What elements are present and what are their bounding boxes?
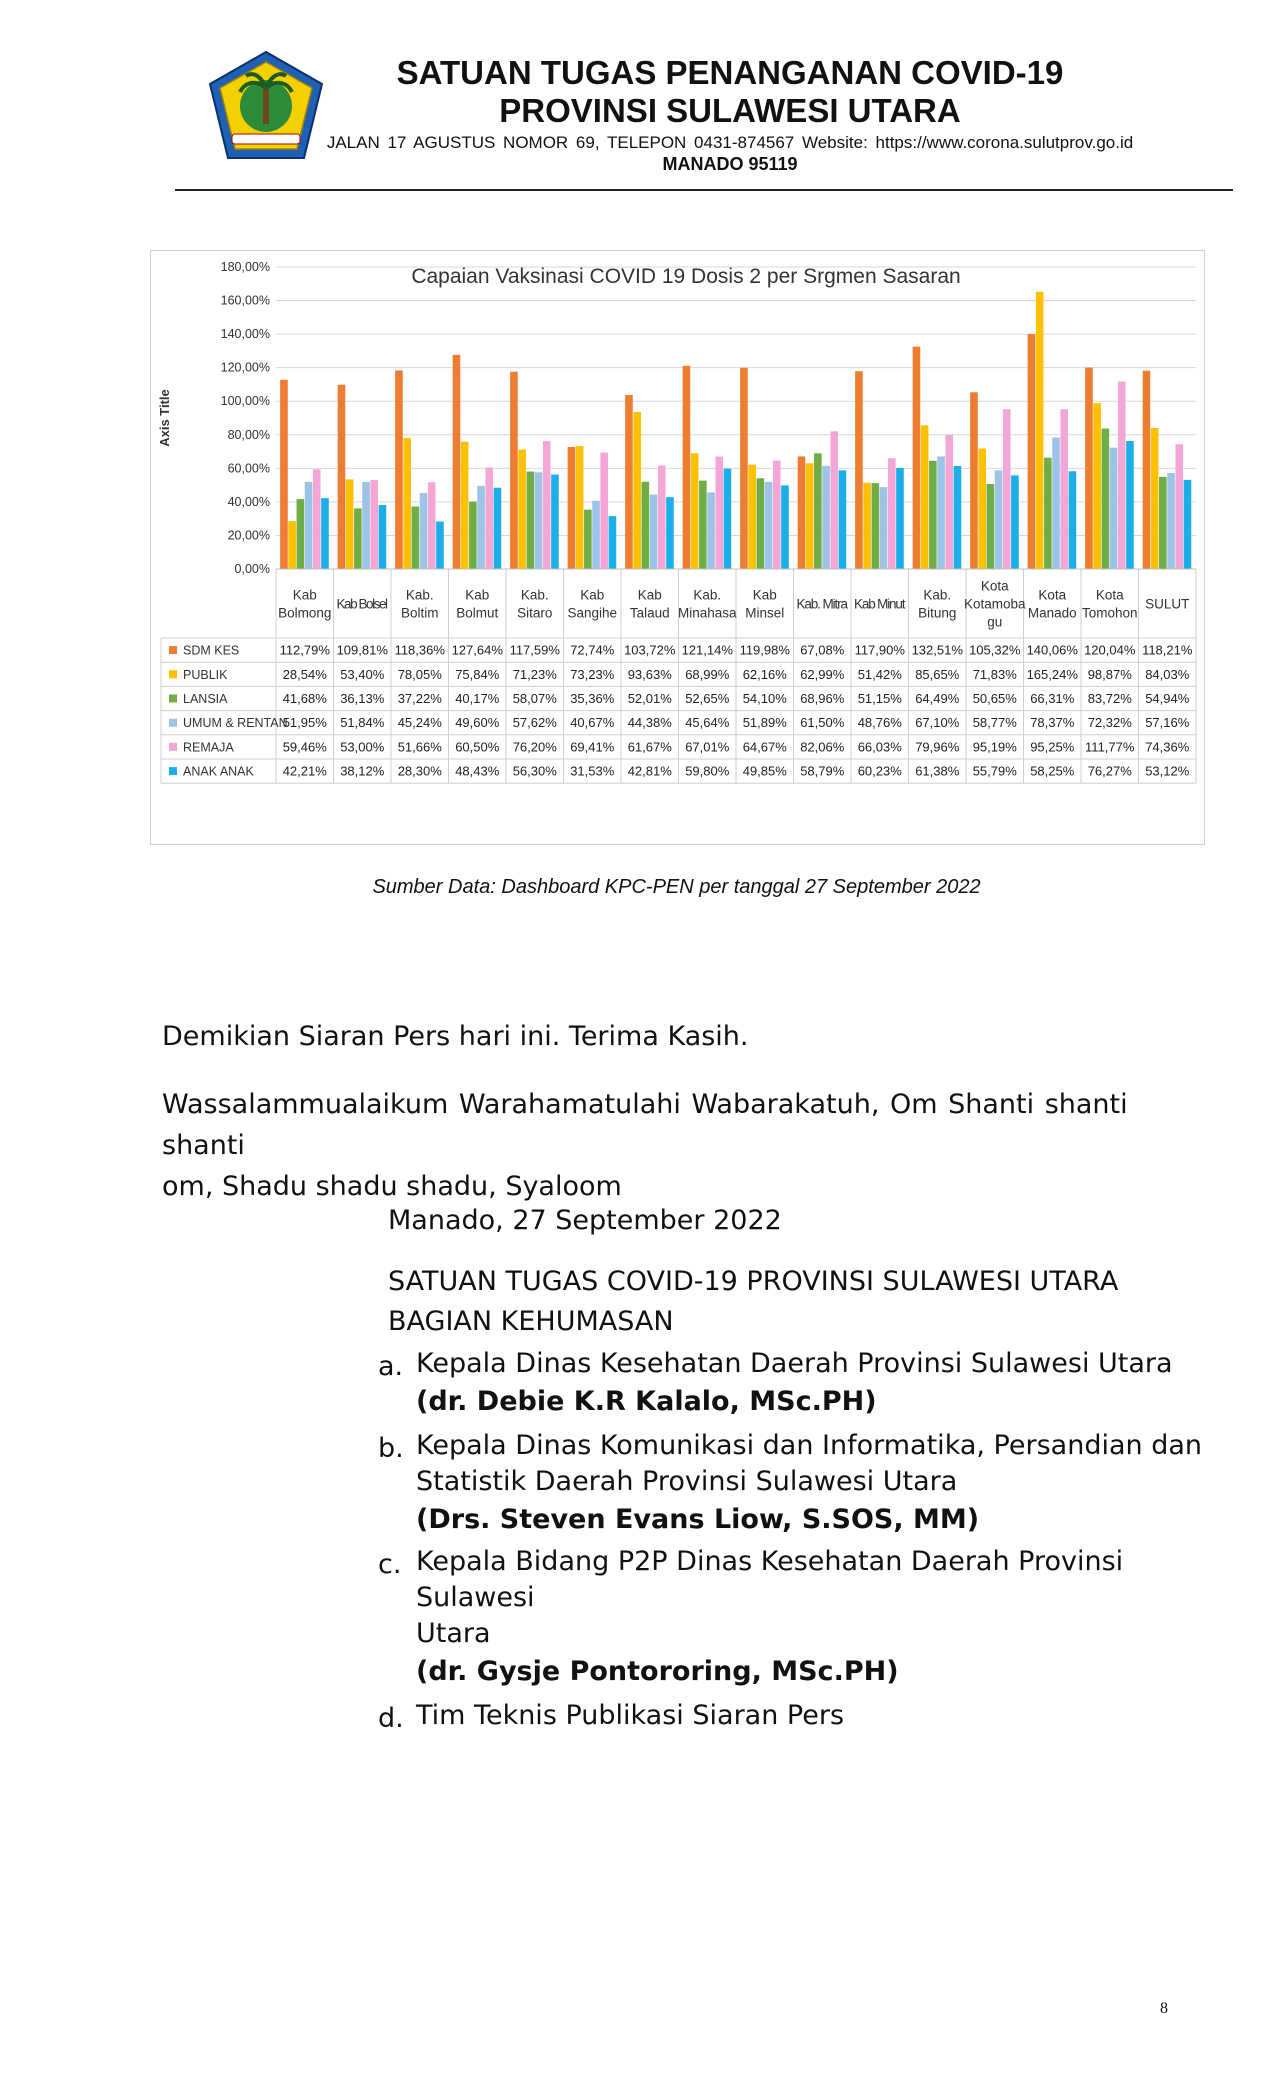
bar — [691, 453, 699, 569]
data-value-label: 82,06% — [800, 739, 845, 755]
signatory-name: (dr. Gysje Pontororing, MSc.PH) — [416, 1656, 899, 1687]
data-value-label: 59,46% — [282, 739, 327, 755]
category-label: Tomohon — [1081, 605, 1138, 621]
data-value-label: 111,77% — [1085, 739, 1135, 755]
bar — [970, 392, 978, 569]
data-value-label: 44,38% — [627, 715, 672, 731]
data-value-label: 51,15% — [857, 691, 902, 706]
signatory-marker: a. — [378, 1351, 404, 1382]
data-value-label: 64,49% — [915, 691, 960, 706]
signatory-role: Kepala Dinas Komunikasi dan Informatika, Persandian dan — [416, 1430, 1202, 1461]
data-value-label: 60,23% — [857, 763, 902, 779]
bar — [1003, 409, 1011, 569]
data-value-label: 112,79% — [279, 642, 330, 658]
bar — [1159, 477, 1167, 569]
category-label: gu — [987, 614, 1003, 630]
data-value-label: 76,27% — [1087, 763, 1132, 779]
data-value-label: 61,67% — [627, 739, 672, 755]
data-value-label: 76,20% — [512, 739, 557, 755]
chart-canvas — [151, 251, 1204, 844]
bar — [592, 501, 600, 569]
bar — [370, 480, 378, 569]
data-value-label: 50,65% — [972, 691, 1017, 706]
organization — [388, 1262, 1118, 1342]
data-value-label: 56,30% — [512, 763, 557, 779]
bar — [987, 484, 995, 569]
data-value-label: 57,16% — [1145, 715, 1190, 731]
data-value-label: 120,04% — [1084, 642, 1136, 658]
signatory-role: Kepala Bidang P2P Dinas Kesehatan Daerah Provinsi Sulawesi — [416, 1546, 1124, 1613]
bar — [945, 435, 953, 569]
data-value-label: 68,99% — [685, 666, 730, 682]
bar — [798, 456, 806, 569]
category-label: Kab — [292, 587, 317, 603]
bar — [658, 466, 666, 569]
data-value-label: 95,19% — [972, 739, 1017, 755]
bar — [609, 516, 617, 569]
bar — [403, 438, 411, 569]
legend-swatch — [169, 695, 177, 703]
legend-entry: PUBLIK — [183, 667, 228, 682]
bar — [880, 487, 888, 569]
data-value-label: 53,12% — [1145, 763, 1190, 779]
bar — [724, 469, 732, 569]
data-value-label: 36,13% — [340, 691, 385, 706]
bar — [1011, 475, 1019, 569]
bar — [1085, 368, 1093, 569]
data-value-label: 48,76% — [857, 715, 902, 731]
bar — [814, 453, 822, 569]
category-label: Kab Minut — [854, 596, 906, 612]
bar — [642, 482, 650, 569]
signatory-marker: d. — [378, 1703, 404, 1734]
bar — [855, 371, 863, 569]
data-value-label: 67,08% — [800, 642, 845, 658]
legend-swatch — [169, 646, 177, 654]
data-value-label: 74,36% — [1145, 739, 1190, 755]
bar — [1151, 428, 1159, 569]
data-value-label: 45,64% — [685, 715, 730, 731]
data-value-label: 58,07% — [512, 691, 557, 706]
bar — [633, 412, 641, 569]
y-tick-label: 180,00% — [220, 260, 270, 274]
data-value-label: 51,66% — [397, 739, 442, 755]
data-value-label: 59,80% — [685, 763, 730, 779]
signatory-marker: c. — [378, 1549, 402, 1580]
category-label: Kota — [1038, 587, 1067, 603]
y-tick-label: 60,00% — [227, 461, 270, 476]
bar — [494, 488, 502, 569]
category-label: Kab — [637, 587, 662, 603]
bar — [477, 486, 485, 569]
chart-title: Capaian Vaksinasi COVID 19 Dosis 2 per Srgmen Sasaran — [411, 265, 961, 288]
bar — [806, 463, 814, 569]
data-value-label: 42,81% — [627, 763, 672, 779]
data-value-label: 105,32% — [969, 642, 1021, 658]
category-label: Manado — [1027, 605, 1077, 621]
bar — [535, 472, 543, 569]
bar — [436, 522, 444, 569]
bar — [765, 482, 773, 569]
bar — [1175, 444, 1183, 569]
header-address: JALAN 17 AGUSTUS NOMOR 69, TELEPON 0431-874567 Website: https://www.corona.sulutprov.go.id — [326, 133, 1134, 152]
category-label: Kab. Mitra — [796, 596, 848, 612]
bar — [600, 453, 608, 569]
data-value-label: 54,94% — [1145, 691, 1190, 706]
y-tick-label: 100,00% — [220, 394, 270, 409]
bar — [280, 380, 288, 569]
data-value-label: 60,50% — [455, 739, 500, 755]
signatory-item — [378, 1428, 1228, 1540]
bar — [568, 447, 576, 569]
category-label: Kab. — [693, 587, 722, 603]
bar — [428, 482, 436, 569]
data-value-label: 57,62% — [512, 715, 557, 731]
data-value-label: 40,17% — [455, 691, 500, 706]
category-label: Kota — [1095, 587, 1124, 603]
page-number: 8 — [1160, 2000, 1168, 2017]
bar — [650, 495, 658, 569]
data-value-label: 72,74% — [570, 642, 615, 658]
category-label: SULUT — [1145, 596, 1190, 612]
signatory-item — [378, 1544, 1228, 1692]
data-value-label: 66,31% — [1030, 691, 1075, 706]
bar — [395, 370, 403, 569]
data-value-label: 52,65% — [685, 691, 730, 706]
category-label: Kab. — [520, 587, 549, 603]
bar — [995, 470, 1003, 569]
data-value-label: 58,77% — [972, 715, 1017, 731]
data-value-label: 119,98% — [739, 642, 790, 658]
header-city: MANADO 95119 — [662, 154, 798, 174]
data-value-label: 68,96% — [800, 691, 845, 706]
data-value-label: 165,24% — [1026, 666, 1078, 682]
bar — [921, 425, 929, 569]
bar — [1052, 438, 1060, 569]
category-label: Minahasa — [677, 605, 737, 621]
legend-swatch — [169, 767, 177, 775]
bar — [379, 505, 387, 569]
data-value-label: 62,16% — [742, 666, 787, 682]
legend-swatch — [169, 743, 177, 751]
legend-entry: ANAK ANAK — [183, 764, 254, 779]
bar — [707, 492, 715, 569]
bar — [321, 498, 329, 569]
data-value-label: 40,67% — [570, 715, 615, 731]
greeting-line1: Wassalammualaikum Warahamatulahi Wabarakatuh, Om Shanti shanti shanti — [162, 1089, 1128, 1161]
bar — [1093, 403, 1101, 569]
bar — [527, 472, 535, 569]
bar — [1044, 458, 1052, 569]
data-value-label: 28,30% — [397, 763, 442, 779]
category-label: Kab — [465, 587, 490, 603]
greeting-line2: om, Shadu shadu shadu, Syaloom — [162, 1171, 622, 1202]
category-label: Kotamoba — [963, 596, 1026, 612]
data-value-label: 71,83% — [972, 666, 1017, 682]
data-value-label: 85,65% — [915, 666, 960, 682]
bar — [297, 499, 305, 569]
organization-line2: BAGIAN KEHUMASAN — [388, 1306, 674, 1337]
signatory-marker: b. — [378, 1433, 404, 1464]
category-label: Sangihe — [567, 605, 618, 621]
bar — [1069, 471, 1077, 569]
header-title-line2: PROVINSI SULAWESI UTARA — [499, 92, 961, 129]
category-label: Bolmut — [456, 605, 499, 621]
data-value-label: 37,22% — [397, 691, 442, 706]
bar — [1126, 441, 1134, 569]
data-value-label: 64,67% — [742, 739, 787, 755]
category-label: Boltim — [400, 605, 439, 621]
y-tick-label: 160,00% — [220, 293, 270, 308]
data-value-label: 66,03% — [857, 739, 902, 755]
data-value-label: 83,72% — [1087, 691, 1132, 706]
category-label: Talaud — [629, 605, 670, 621]
data-value-label: 73,23% — [570, 666, 615, 682]
bar — [354, 508, 362, 569]
legend-entry: UMUM & RENTAN — [183, 716, 288, 731]
data-value-label: 127,64% — [451, 642, 503, 658]
data-value-label: 98,87% — [1087, 666, 1132, 682]
bar — [338, 385, 346, 569]
data-value-label: 71,23% — [512, 666, 557, 682]
closing-text: Demikian Siaran Pers hari ini. Terima Kasih. — [162, 1021, 749, 1052]
bar — [913, 347, 921, 569]
bar — [576, 446, 584, 569]
bar — [510, 372, 518, 569]
legend-entry: REMAJA — [183, 740, 234, 755]
bar — [666, 497, 674, 569]
data-value-label: 53,00% — [340, 739, 385, 755]
bar — [518, 449, 526, 569]
data-value-label: 78,05% — [397, 666, 442, 682]
bar — [485, 467, 493, 569]
bar — [748, 465, 756, 569]
data-value-label: 118,21% — [1142, 642, 1193, 658]
bar — [1143, 371, 1151, 569]
data-value-label: 75,84% — [455, 666, 500, 682]
legend-entry: LANSIA — [183, 692, 228, 706]
category-label: Kab. — [923, 587, 952, 603]
data-value-label: 28,54% — [282, 666, 327, 682]
data-value-label: 103,72% — [624, 642, 676, 658]
category-label: Kab. — [405, 587, 434, 603]
data-value-label: 51,42% — [857, 666, 902, 682]
data-value-label: 117,59% — [509, 642, 560, 658]
y-tick-label: 40,00% — [227, 494, 270, 509]
data-value-label: 38,12% — [340, 763, 385, 779]
bar — [1102, 429, 1110, 569]
data-value-label: 49,85% — [742, 763, 787, 779]
data-value-label: 51,84% — [340, 715, 385, 731]
data-value-label: 54,10% — [742, 691, 787, 706]
bar — [453, 355, 461, 569]
data-value-label: 140,06% — [1026, 642, 1078, 658]
bar — [543, 441, 551, 569]
y-tick-label: 0,00% — [234, 562, 270, 576]
bar — [346, 479, 354, 569]
bar — [412, 507, 420, 569]
category-label: Kota — [980, 578, 1009, 594]
bar — [863, 483, 871, 569]
bar — [551, 475, 559, 569]
bar — [978, 448, 986, 569]
data-value-label: 35,36% — [570, 691, 615, 706]
bar — [1167, 473, 1175, 569]
data-value-label: 78,37% — [1030, 715, 1075, 731]
chart-source-caption: Sumber Data: Dashboard KPC-PEN per tanggal 27 September 2022 — [372, 876, 981, 898]
bar — [715, 457, 723, 569]
legend-swatch — [169, 670, 177, 678]
bar — [740, 368, 748, 569]
bar — [822, 466, 830, 569]
greeting-text — [162, 1084, 1172, 1207]
data-value-label: 31,53% — [570, 763, 615, 779]
category-label: Kab — [580, 587, 605, 603]
bar — [313, 469, 321, 569]
bar — [830, 431, 838, 569]
vaccination-chart — [150, 250, 1205, 845]
bar — [683, 366, 691, 569]
data-value-label: 79,96% — [915, 739, 960, 755]
bar — [584, 510, 592, 569]
data-value-label: 62,99% — [800, 666, 845, 682]
category-label: Sitaro — [517, 605, 553, 621]
legend-entry: SDM KES — [183, 643, 240, 658]
y-tick-label: 80,00% — [227, 427, 270, 442]
bar — [461, 442, 469, 569]
data-value-label: 93,63% — [627, 666, 672, 682]
signatory-role: Kepala Dinas Kesehatan Daerah Provinsi Sulawesi Utara — [416, 1348, 1173, 1379]
letter-date: Manado, 27 September 2022 — [388, 1205, 782, 1236]
bar — [699, 481, 707, 569]
organization-line1: SATUAN TUGAS COVID-19 PROVINSI SULAWESI UTARA — [388, 1266, 1119, 1297]
data-value-label: 52,01% — [627, 691, 672, 706]
bar — [1110, 448, 1118, 569]
data-value-label: 109,81% — [336, 642, 388, 658]
data-value-label: 67,01% — [685, 739, 730, 755]
bar — [773, 460, 781, 569]
category-label: Minsel — [745, 605, 785, 621]
signatory-role: Tim Teknis Publikasi Siaran Pers — [416, 1700, 845, 1731]
signatory-role: Utara — [416, 1618, 491, 1649]
data-value-label: 61,38% — [915, 763, 960, 779]
signatory-role: Statistik Daerah Provinsi Sulawesi Utara — [416, 1466, 958, 1497]
category-label: Bolmong — [278, 605, 332, 621]
data-value-label: 67,10% — [915, 715, 960, 731]
y-tick-label: 140,00% — [220, 327, 270, 342]
data-value-label: 49,60% — [455, 715, 500, 731]
category-label: Kab Bolsel — [336, 596, 388, 612]
header-divider — [175, 189, 1233, 191]
bar — [305, 482, 313, 569]
data-value-label: 45,24% — [397, 715, 442, 731]
y-tick-label: 20,00% — [227, 528, 270, 543]
signatory-item — [378, 1346, 1228, 1422]
signatory-list — [378, 1346, 1228, 1740]
data-value-label: 121,14% — [681, 642, 733, 658]
bar — [1118, 381, 1126, 569]
data-value-label: 72,32% — [1087, 715, 1132, 731]
data-value-label: 51,95% — [282, 715, 327, 731]
bar — [1028, 334, 1036, 569]
data-value-label: 84,03% — [1145, 666, 1190, 682]
y-axis-title: Axis Title — [157, 389, 172, 447]
bar — [872, 483, 880, 569]
category-label: Bitung — [918, 605, 957, 621]
bar — [781, 485, 789, 569]
bar — [954, 466, 962, 569]
bar — [469, 502, 477, 569]
bar — [937, 456, 945, 569]
bar — [888, 458, 896, 569]
data-value-label: 69,41% — [570, 739, 615, 755]
bar — [288, 521, 296, 569]
header-title-line1: SATUAN TUGAS PENANGANAN COVID-19 — [396, 54, 1064, 91]
bar — [1060, 409, 1068, 569]
bar — [1184, 480, 1192, 569]
y-tick-label: 120,00% — [220, 360, 270, 375]
category-label: Kab — [752, 587, 777, 603]
data-value-label: 118,36% — [394, 642, 445, 658]
data-value-label: 48,43% — [455, 763, 500, 779]
bar — [625, 395, 633, 569]
bar — [1036, 292, 1044, 569]
bar — [896, 468, 904, 569]
signatory-name: (Drs. Steven Evans Liow, S.SOS, MM) — [416, 1504, 980, 1535]
signatory-name: (dr. Debie K.R Kalalo, MSc.PH) — [416, 1386, 877, 1417]
legend-swatch — [169, 719, 177, 727]
data-value-label: 51,89% — [742, 715, 787, 731]
bar — [362, 482, 370, 569]
data-value-label: 58,79% — [800, 763, 845, 779]
data-value-label: 53,40% — [340, 666, 385, 682]
signatory-item — [378, 1698, 1228, 1734]
data-value-label: 42,21% — [282, 763, 327, 779]
data-value-label: 132,51% — [911, 642, 963, 658]
bar — [929, 461, 937, 569]
data-value-label: 61,50% — [800, 715, 845, 731]
data-value-label: 117,90% — [854, 642, 905, 658]
data-value-label: 95,25% — [1030, 739, 1075, 755]
data-value-label: 41,68% — [282, 691, 327, 706]
bar — [839, 470, 847, 569]
bar — [420, 493, 428, 569]
data-value-label: 55,79% — [972, 763, 1017, 779]
bar — [757, 478, 765, 569]
data-value-label: 58,25% — [1030, 763, 1075, 779]
